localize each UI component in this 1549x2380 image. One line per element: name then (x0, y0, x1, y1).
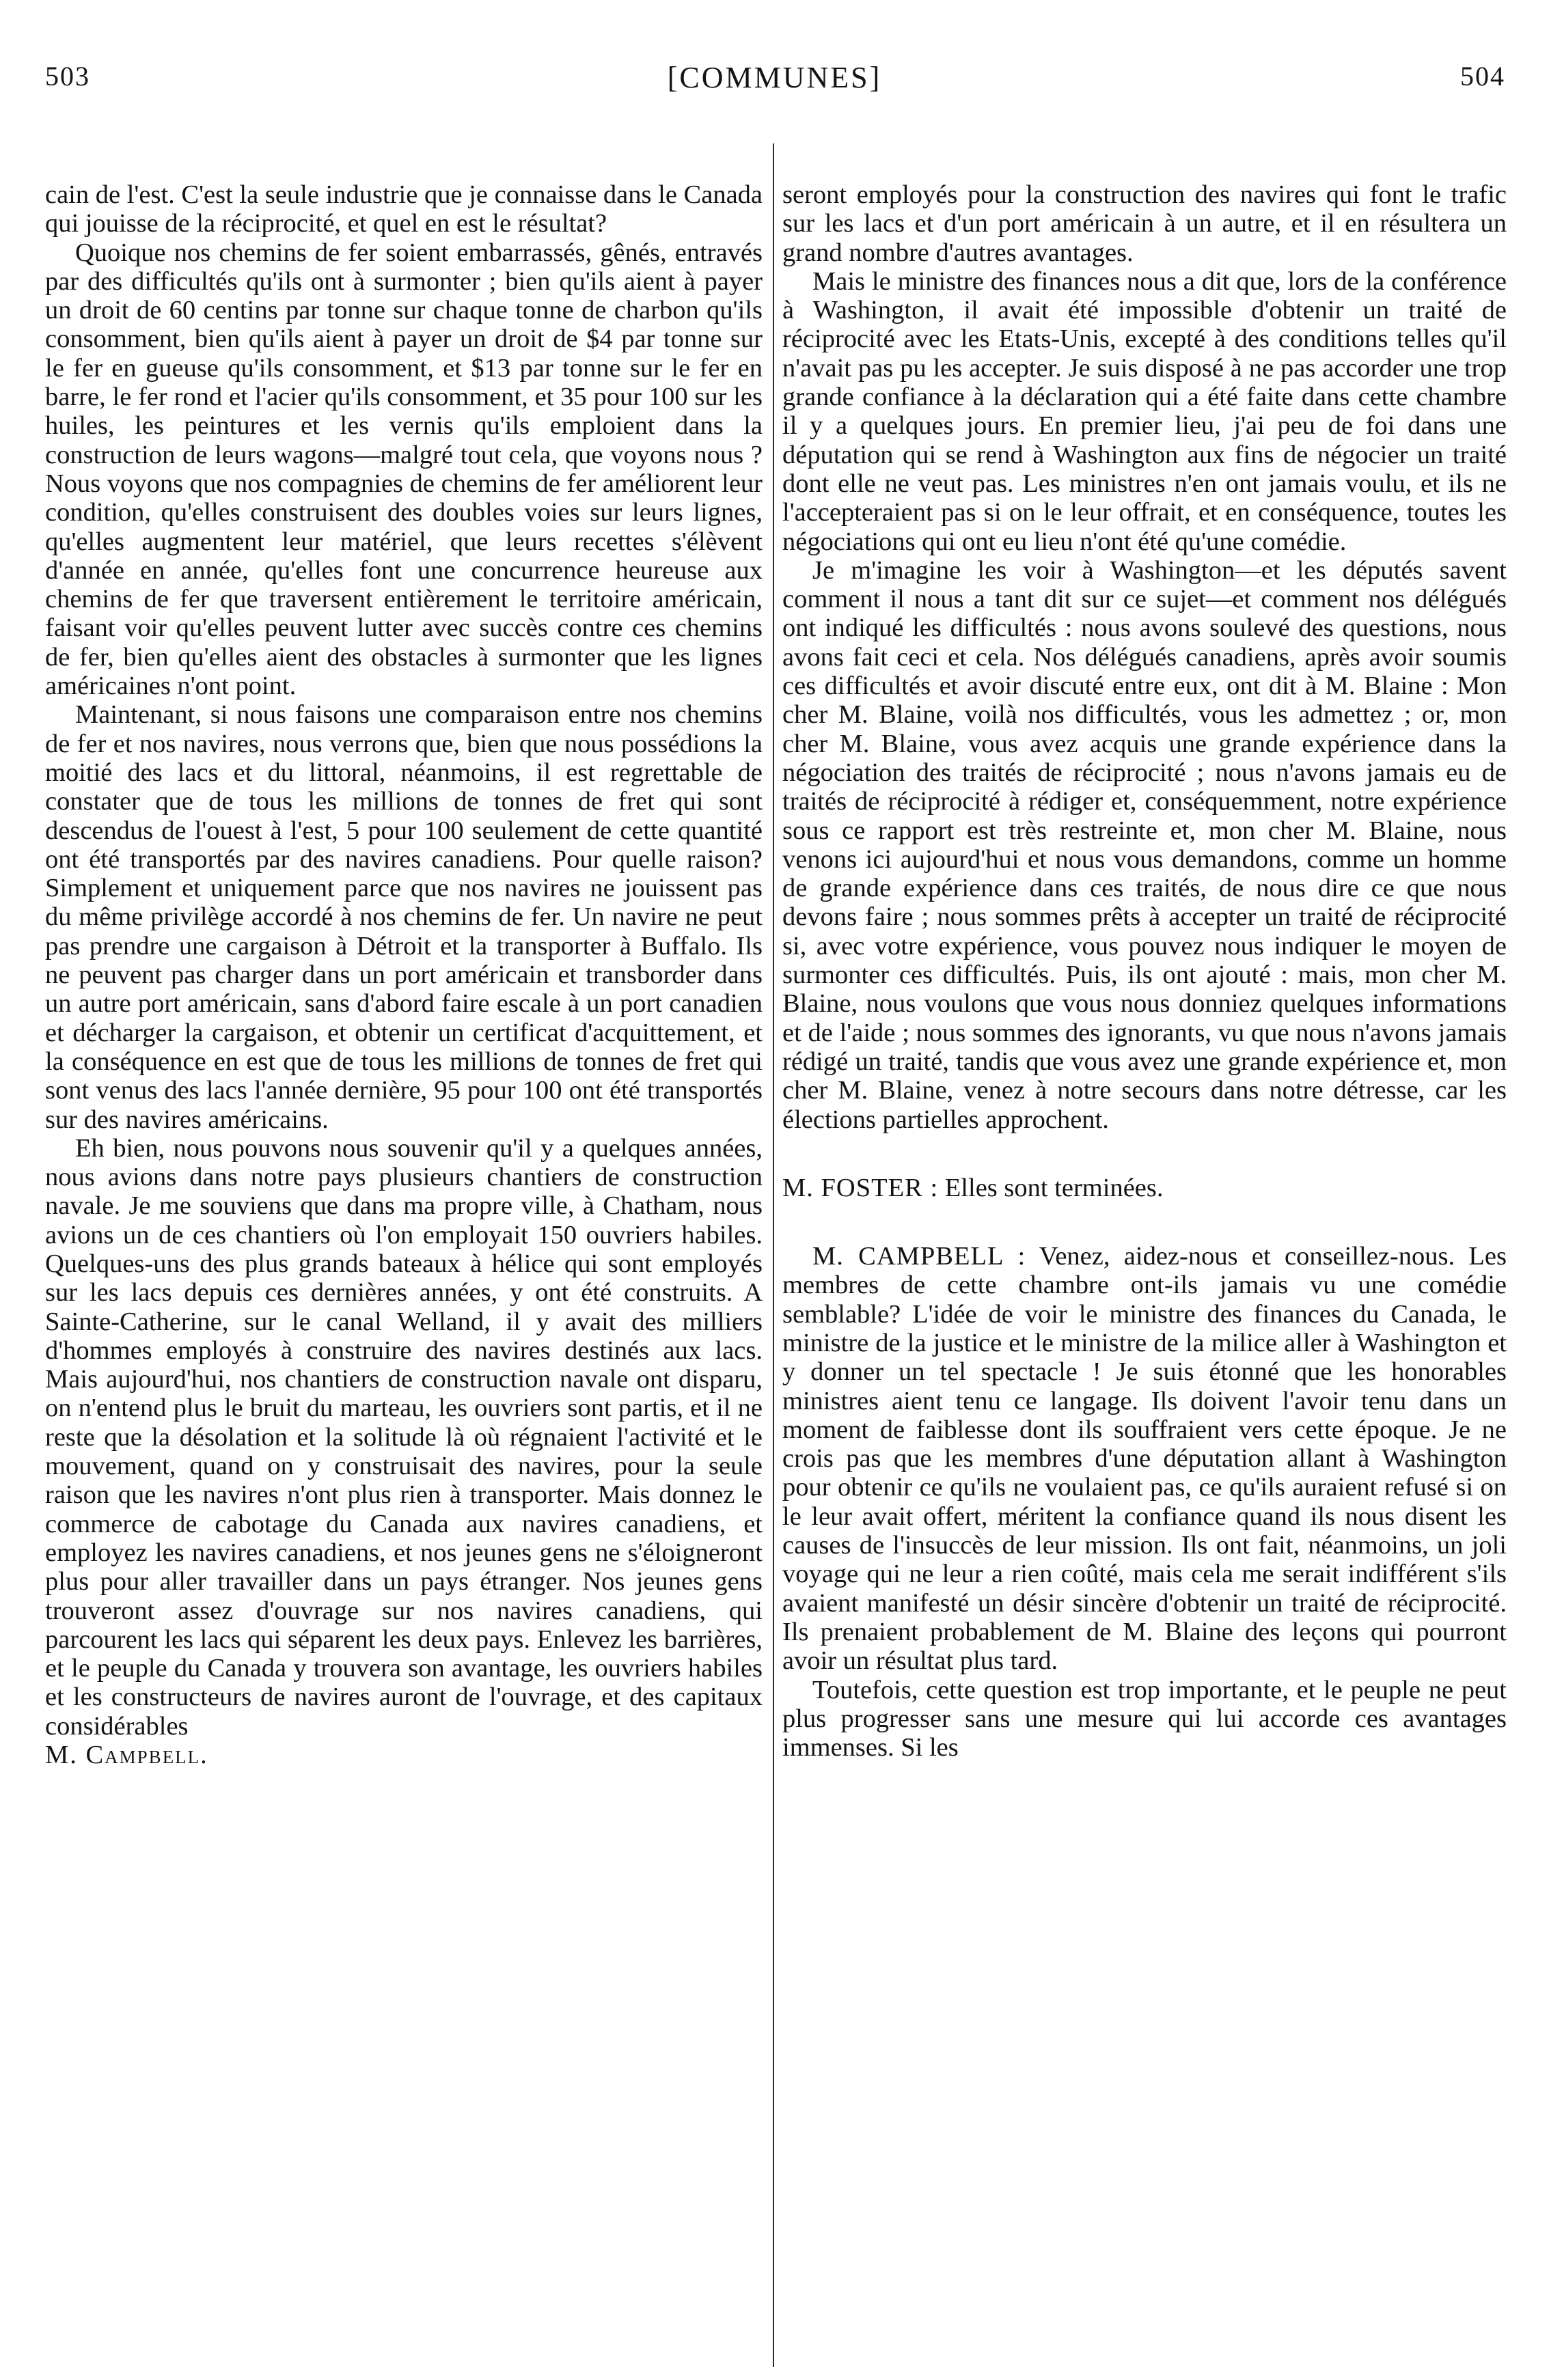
speaker-paragraph-campbell (782, 1242, 1507, 1675)
paragraph: seront employés pour la construction des navires qui font le trafic sur les lacs et d'un port américain à un autre, et il en résultera un grand nombre d'autres avantages. (782, 180, 1507, 267)
signature-footer: M. Campbell. (45, 1741, 208, 1770)
right-column (782, 180, 1507, 1762)
paragraph: cain de l'est. C'est la seule industrie que je connaisse dans le Canada qui jouisse de la réciprocité, et quel en est le résultat? (45, 180, 763, 238)
column-divider (773, 143, 774, 2367)
speech-text: Elles sont terminées. (944, 1173, 1164, 1202)
speaker-paragraph-foster (782, 1174, 1507, 1202)
left-column (45, 180, 763, 1769)
speaker-name: M. CAMPBELL : (812, 1242, 1026, 1271)
page-number-right: 504 (1460, 61, 1505, 92)
page-header (0, 60, 1549, 101)
speech-text: Venez, aidez-nous et conseillez-nous. Les membres de cette chambre ont-ils jamais vu une comédie semblable? L'idée de voir le ministre des finances du Canada, le ministre de la justice et le ministre de la milice aller à Washington et y donner un tel spectacle ! Je suis étonné que les honorables ministres aient tenu ce langage. Ils doivent l'avoir tenu dans un moment de faiblesse dont ils souffraient vers cette époque. Je ne crois pas que les membres d'une députation allant à Washington pour obtenir ce qu'ils ne voulaient pas, ce qu'ils auraient refusé si on le leur avait offert, méritent la confiance quand ils nous disent les causes de l'insuccès de leur mission. Ils ont fait, néanmoins, un joli voyage qui ne leur a rien coûté, mais cela me serait indifférent s'ils avaient manifesté un désir sincère d'obtenir un traité de réciprocité. Ils prenaient probablement de M. Blaine des leçons qui pourront avoir un résultat plus tard. (782, 1242, 1507, 1676)
speaker-name: M. FOSTER : (782, 1173, 939, 1202)
paragraph: Quoique nos chemins de fer soient embarrassés, gênés, entravés par des difficultés qu'ils ont à surmonter ; bien qu'ils aient à payer un droit de 60 centins par tonne sur chaque tonne de charbon qu'ils consomment, bien qu'ils aient à payer un droit de $4 par tonne sur le fer en gueuse qu'ils consomment, et $13 par tonne sur le fer en barre, le fer rond et l'acier qu'ils consomment, et 35 pour 100 sur les huiles, les peintures et les vernis qu'ils emploient dans la construction de leurs wagons—malgré tout cela, que voyons nous ? Nous voyons que nos compagnies de chemins de fer améliorent leur condition, qu'elles construisent des doubles voies sur leurs lignes, qu'elles augmentent leur matériel, que leurs recettes s'élèvent d'année en année, qu'elles font une concurrence heureuse aux chemins de fer que traversent entièrement le territoire américain, faisant voir qu'elles peuvent lutter avec succès contre ces chemins de fer, bien qu'elles aient des obstacles à surmonter que les lignes américaines n'ont point. (45, 238, 763, 701)
page-number-left: 503 (45, 61, 90, 92)
paragraph: Mais le ministre des finances nous a dit que, lors de la conférence à Washington, il avait été impossible d'obtenir un traité de réciprocité avec les Etats-Unis, excepté à des conditions telles qu'il n'avait pas pu les accepter. Je suis disposé à ne pas accorder une trop grande confiance à la déclaration qui a été faite dans cette chambre il y a quelques jours. En premier lieu, j'ai peu de foi dans une députation qui se rend à Washington aux fins de négocier un traité dont elle ne veut pas. Les ministres n'en ont jamais voulu, et ils ne l'accepteraient pas si on le leur offrait, et en conséquence, toutes les négociations qui ont eu lieu n'ont été qu'une comédie. (782, 266, 1507, 556)
paragraph: Maintenant, si nous faisons une comparaison entre nos chemins de fer et nos navires, nous verrons que, bien que nous possédions la moitié des lacs et du littoral, néanmoins, il est regrettable de constater que de tous les millions de tonnes de fret qui sont descendus de l'ouest à l'est, 5 pour 100 seulement de cette quantité ont été transportés par des navires canadiens. Pour quelle raison? Simplement et uniquement parce que nos navires ne jouissent pas du même privilège accordé à nos chemins de fer. Un navire ne peut pas prendre une cargaison à Détroit et la transporter à Buffalo. Ils ne peuvent pas charger dans un port américain et transborder dans un autre port américain, sans d'abord faire escale à un port canadien et décharger la cargaison, et obtenir un certificat d'acquittement, et la conséquence en est que de tous les millions de tonnes de fret qui sont venus des lacs l'année dernière, 95 pour 100 ont été transportés sur des navires américains. (45, 700, 763, 1134)
paragraph: Toutefois, cette question est trop importante, et le peuple ne peut plus progresser sans une mesure qui lui accorde ces avantages immenses. Si les (782, 1675, 1507, 1762)
running-head: [COMMUNES] (667, 61, 882, 94)
paragraph: Eh bien, nous pouvons nous souvenir qu'il y a quelques années, nous avions dans notre pays plusieurs chantiers de construction navale. Je me souviens que dans ma propre ville, à Chatham, nous avions un de ces chantiers où l'on employait 150 ouvriers habiles. Quelques-uns des plus grands bateaux à hélice qui sont employés sur les lacs depuis ces dernières années, y ont été construits. A Sainte-Catherine, sur le canal Welland, il y avait des milliers d'hommes employés à construire des navires destinés aux lacs. Mais aujourd'hui, nos chantiers de construction navale ont disparu, on n'entend plus le bruit du marteau, les ouvriers sont partis, et il ne reste que la désolation et la solitude là où régnaient l'activité et le mouvement, quand on y construisait des navires, pour la seule raison que les navires n'ont plus rien à transporter. Mais donnez le commerce de cabotage du Canada aux navires canadiens, et employez les navires canadiens, et nos jeunes gens ne s'éloigneront plus pour aller travailler dans un pays étranger. Nos jeunes gens trouveront assez d'ouvrage sur nos navires canadiens, qui parcourent les lacs qui séparent les deux pays. Enlevez les barrières, et le peuple du Canada y trouvera son avantage, les ouvriers habiles et les constructeurs de navires auront de l'ouvrage, et des capitaux considérables (45, 1133, 763, 1741)
paragraph: Je m'imagine les voir à Washington—et les députés savent comment il nous a tant dit sur ce sujet—et comment nos délégués ont indiqué les difficultés : nous avons soulevé des questions, nous avons fait ceci et cela. Nos délégués canadiens, après avoir soumis ces difficultés et avoir discuté entre eux, ont dit à M. Blaine : Mon cher M. Blaine, voilà nos difficultés, vous les admettez ; or, mon cher M. Blaine, vous avez acquis une grande expérience dans la négociation des traités de réciprocité ; nous n'avons jamais eu de traités de réciprocité à rédiger et, conséquemment, notre expérience sous ce rapport est très restreinte et, mon cher M. Blaine, nous venons ici aujourd'hui et nous vous demandons, comme un homme de grande expérience dans ces traités, de nous dire ce que nous devons faire ; nous sommes prêts à accepter un traité de réciprocité si, avec votre expérience, vous pouvez nous indiquer le moyen de surmonter ces difficultés. Puis, ils ont ajouté : mais, mon cher M. Blaine, nous voulons que vous nous donniez quelques informations et de l'aide ; nous sommes des ignorants, vu que nous n'avons jamais rédigé un traité, tandis que vous avez une grande expérience et, mon cher M. Blaine, venez à notre secours dans notre détresse, car les élections partielles approchent. (782, 555, 1507, 1134)
